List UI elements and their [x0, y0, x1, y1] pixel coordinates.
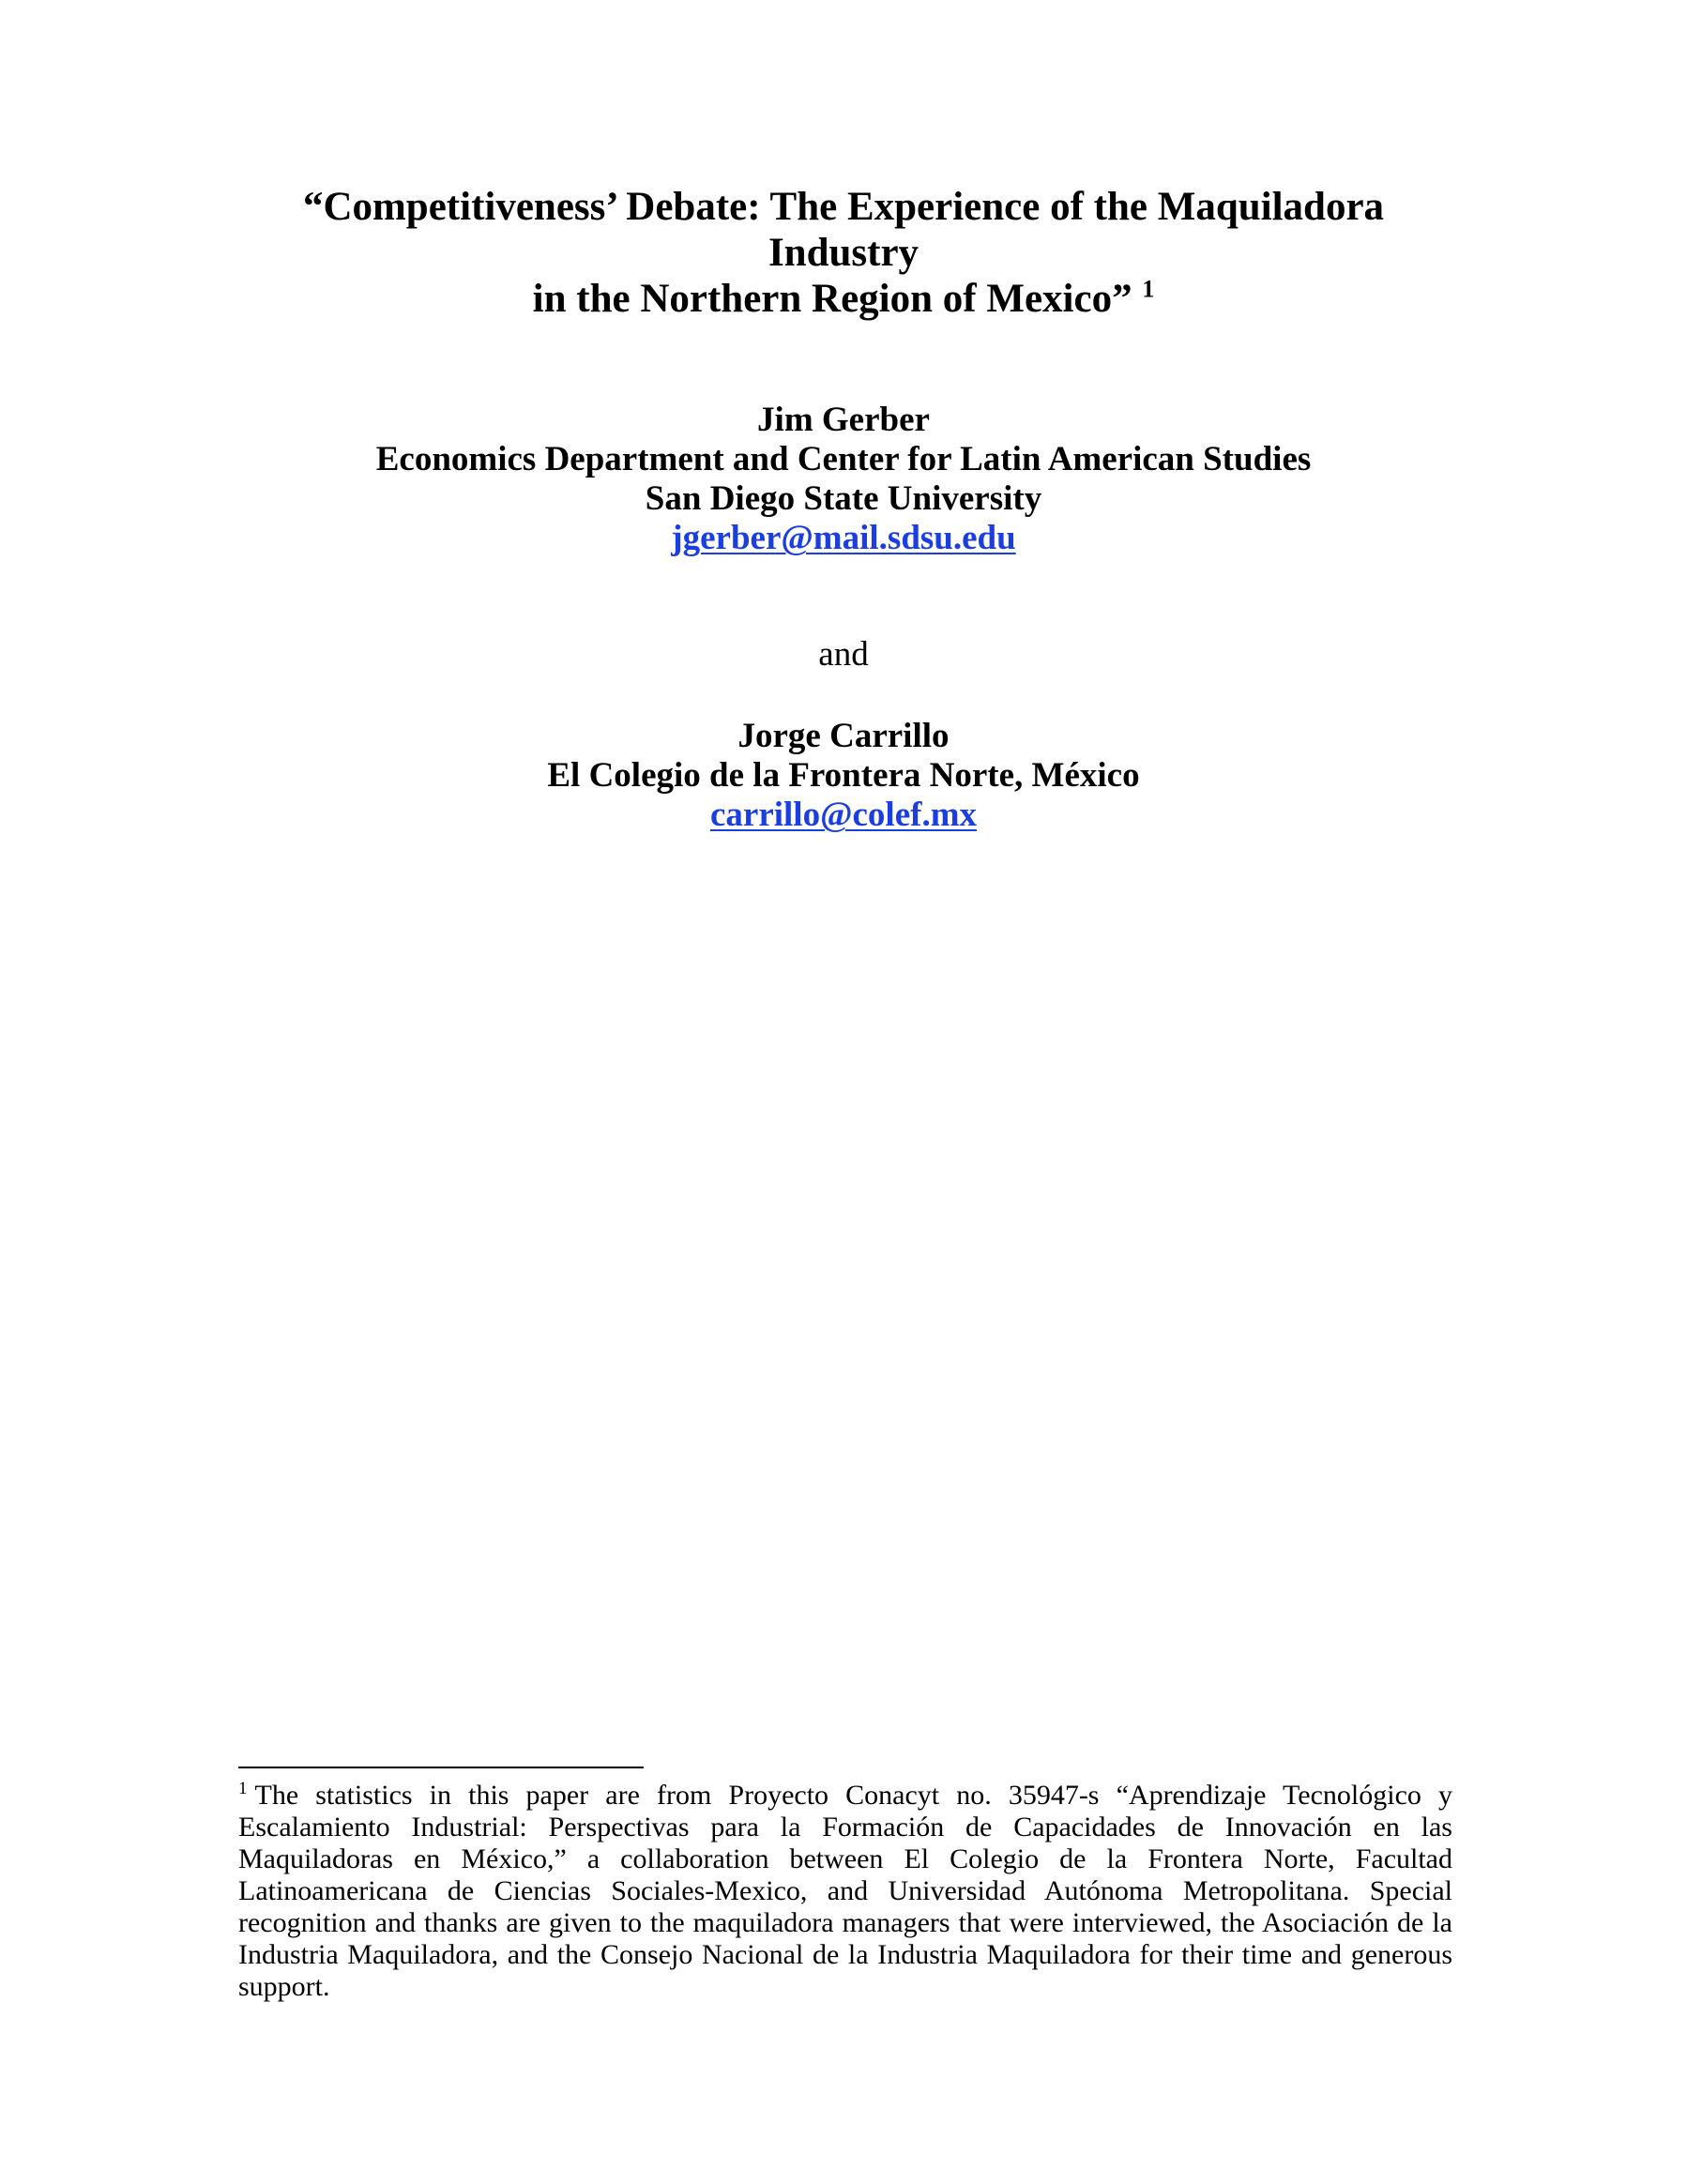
author-2-email-line	[238, 796, 1449, 835]
footnote	[238, 1780, 1452, 2003]
author-1-email-link[interactable]: jgerber@mail.sdsu.edu	[671, 519, 1016, 557]
title-line-1: “Competitiveness’ Debate: The Experience of the Maquiladora	[302, 185, 1385, 229]
author-1-email-line	[238, 519, 1449, 558]
author-1-department: Economics Department and Center for Latin American Studies	[375, 440, 1312, 478]
paper-title	[238, 184, 1449, 322]
footnote-text: The statistics in this paper are from Proyecto Conacyt no. 35947-s “Aprendizaje Tecnológico y Escalamiento Industrial: Perspectivas para la Formación de Capacidades de Innovación en las Maquiladoras en México,” a collaboration between El Colegio de la Frontera Norte, Facultad Latinoamericana de Ciencias Sociales-Mexico, and Universidad Autónoma Metropolitana. Special recognition and thanks are given to the maquiladora managers that were interviewed, the Asociación de la Industria Maquiladora, and the Consejo Nacional de la Industria Maquiladora for their time and generous support.	[238, 1780, 1452, 2002]
footnote-separator	[238, 1767, 644, 1768]
author-1-institution: San Diego State University	[645, 479, 1042, 518]
author-1-name: Jim Gerber	[757, 401, 930, 439]
author-conjunction: and	[818, 635, 869, 674]
author-2-email-link[interactable]: carrillo@colef.mx	[709, 796, 978, 834]
title-line-2: Industry	[768, 231, 919, 275]
title-line-3	[238, 276, 1449, 322]
title-line-3-text: in the Northern Region of Mexico”	[532, 277, 1132, 321]
author-2-institution: El Colegio de la Frontera Norte, México	[547, 756, 1140, 795]
title-footnote-ref[interactable]: 1	[1142, 275, 1155, 303]
author-block-2	[238, 717, 1449, 835]
author-2-name: Jorge Carrillo	[737, 717, 950, 755]
author-block-1	[238, 401, 1449, 558]
footnote-mark: 1	[238, 1779, 248, 1798]
